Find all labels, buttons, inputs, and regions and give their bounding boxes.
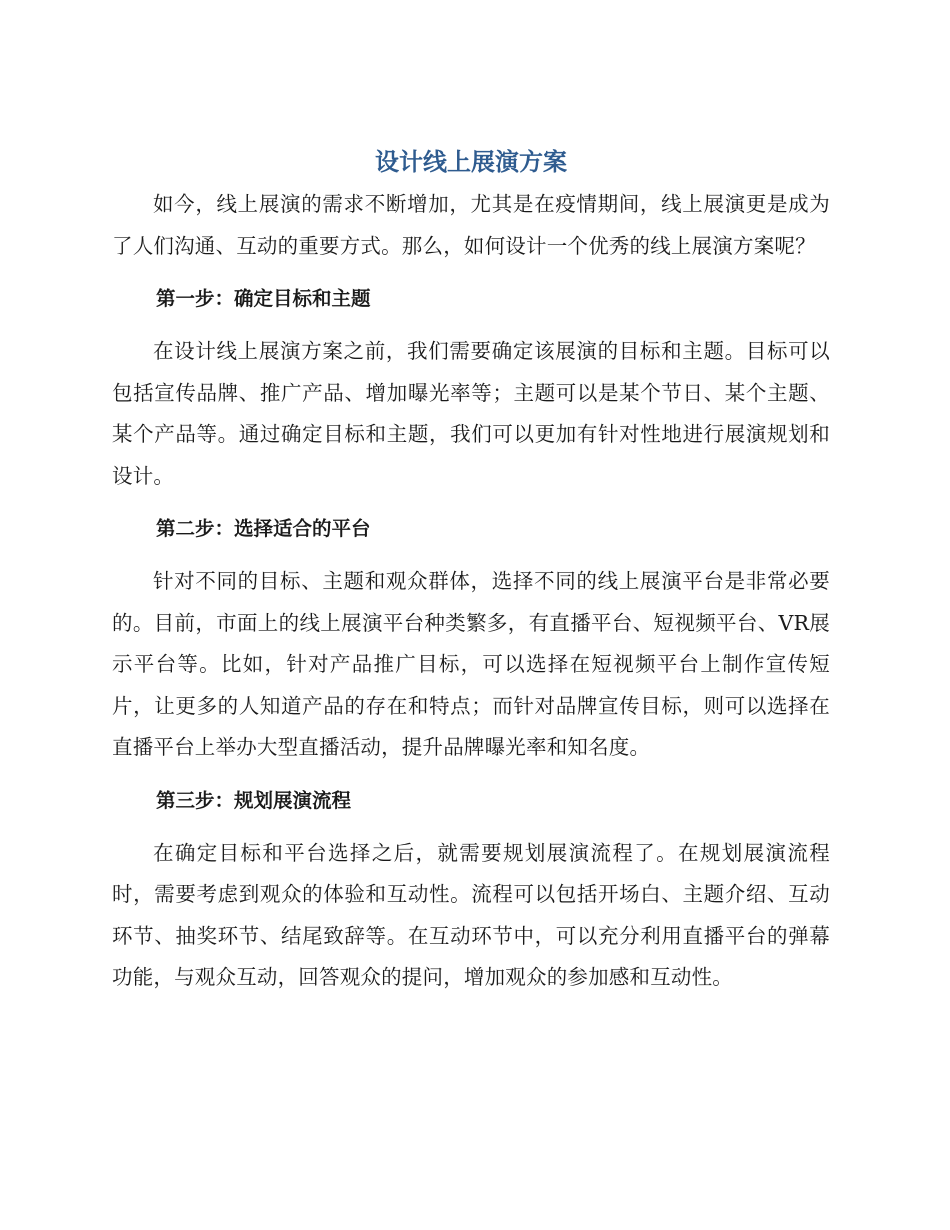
section-body-step-2: 针对不同的目标、主题和观众群体，选择不同的线上展演平台是非常必要的。目前，市面上的线上展演平台种类繁多，有直播平台、短视频平台、VR展示平台等。比如，针对产品推广目标，可以选择在短视频平台上制作宣传短片，让更多的人知道产品的存在和特点；而针对品牌宣传目标，则可以选择在直播平台上举办大型直播活动，提升品牌曝光率和知名度。 — [112, 569, 830, 759]
document-page — [112, 140, 830, 999]
section-heading-step-2: 第二步：选择适合的平台 — [156, 517, 371, 540]
document-title: 设计线上展演方案 — [375, 148, 567, 176]
section-body-step-3: 在确定目标和平台选择之后，就需要规划展演流程了。在规划展演流程时，需要考虑到观众的体验和互动性。流程可以包括开场白、主题介绍、互动环节、抽奖环节、结尾致辞等。在互动环节中，可以充分利用直播平台的弹幕功能，与观众互动，回答观众的提问，增加观众的参加感和互动性。 — [112, 840, 830, 989]
section-body-step-1: 在设计线上展演方案之前，我们需要确定该展演的目标和主题。目标可以包括宣传品牌、推广产品、增加曝光率等；主题可以是某个节日、某个主题、某个产品等。通过确定目标和主题，我们可以更加有针对性地进行展演规划和设计。 — [112, 339, 830, 488]
section-heading-step-3: 第三步：规划展演流程 — [156, 788, 352, 812]
section-heading-step-1: 第一步：确定目标和主题 — [156, 287, 371, 310]
intro-paragraph: 如今，线上展演的需求不断增加，尤其是在疫情期间，线上展演更是成为了人们沟通、互动的重要方式。那么，如何设计一个优秀的线上展演方案呢？ — [112, 192, 830, 258]
